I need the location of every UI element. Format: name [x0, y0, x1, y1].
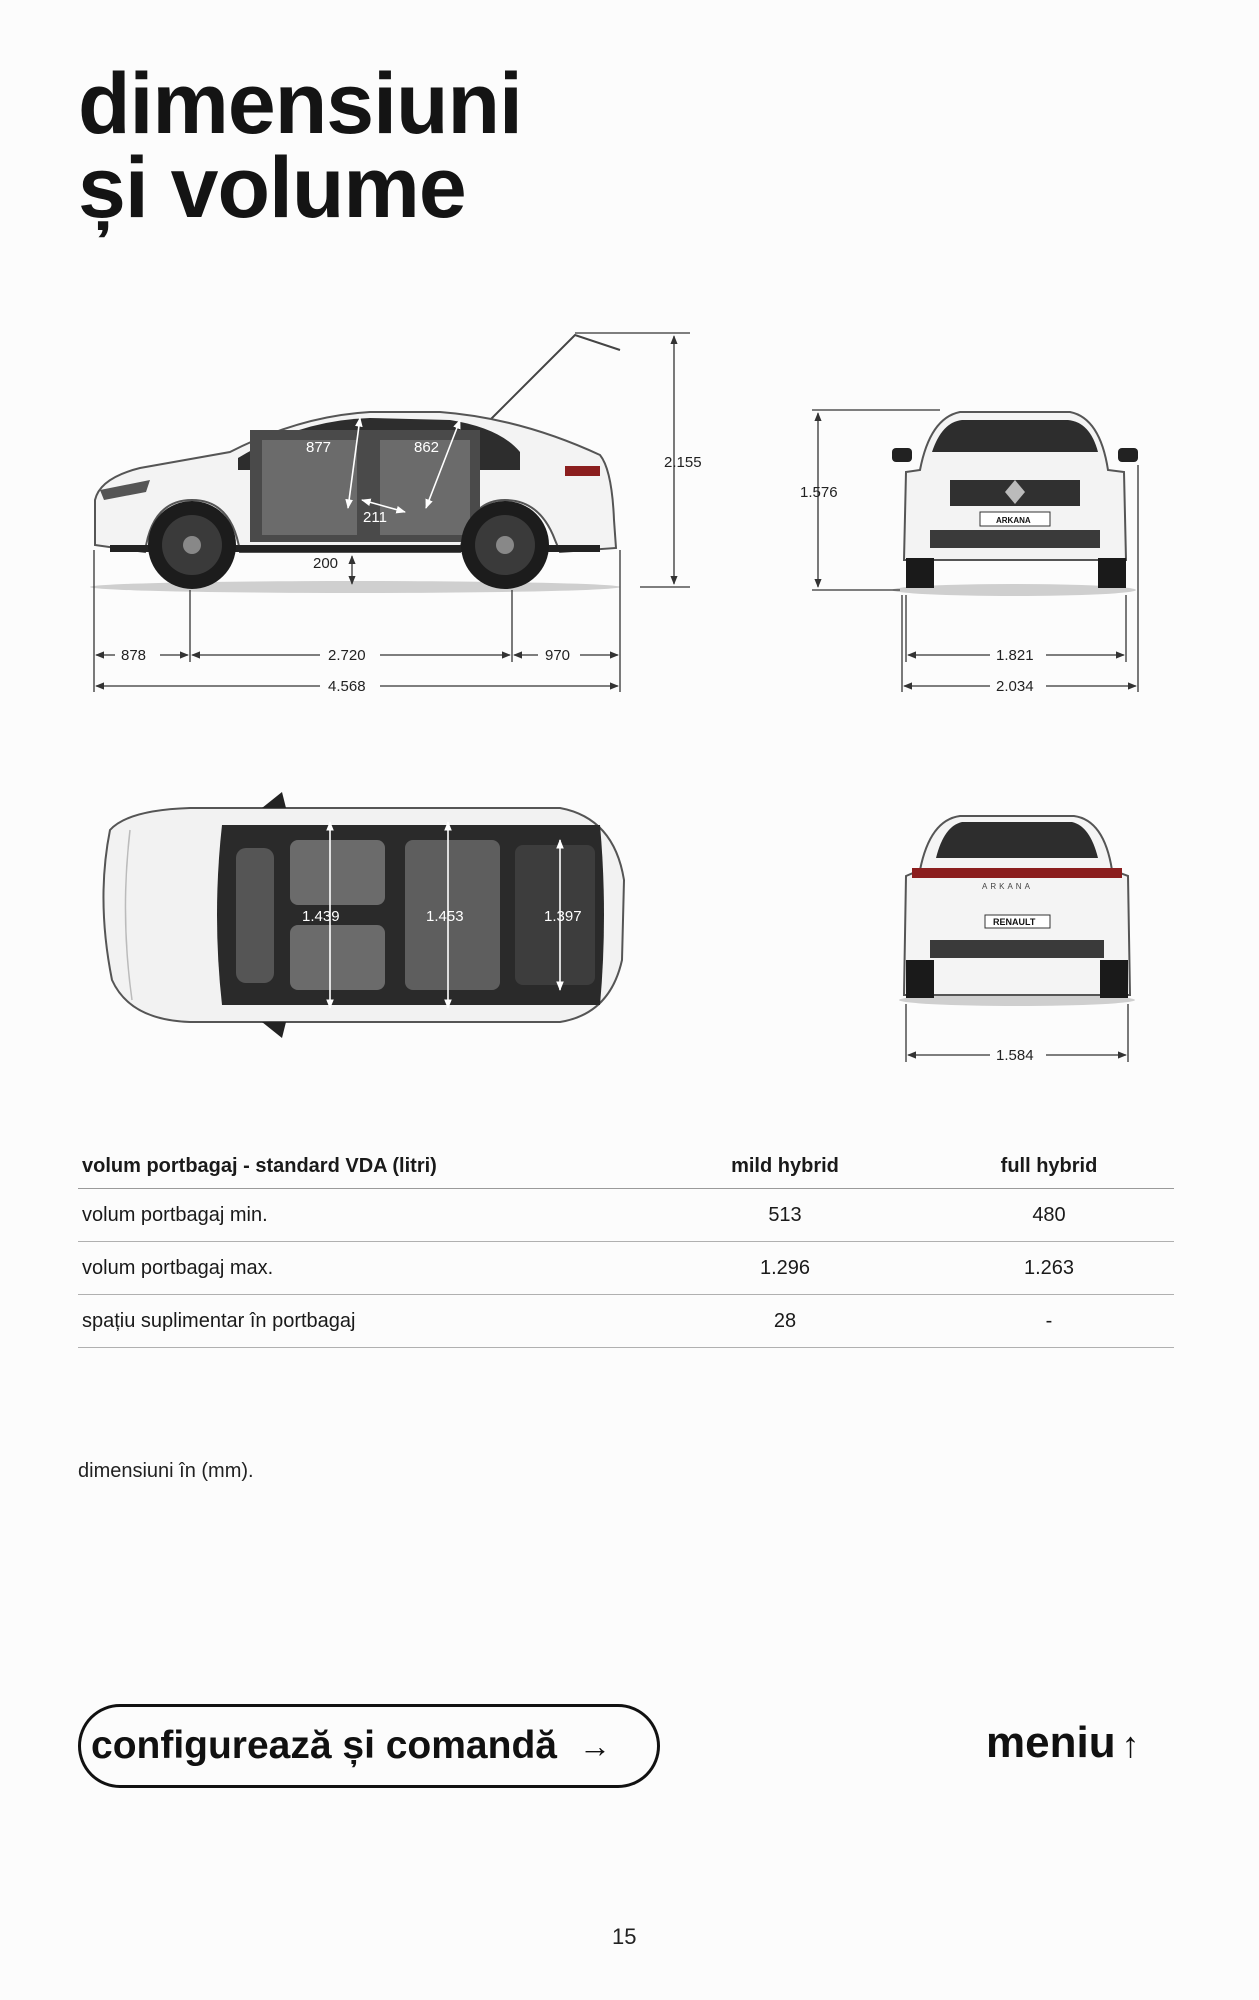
rear-overhang-label: 970	[545, 647, 571, 664]
trunk-volume-table	[78, 1144, 1174, 1348]
ground-clearance-label: 200	[313, 555, 339, 572]
rear-badge-text: RENAULT	[993, 917, 1036, 927]
table-cell: 28	[646, 1295, 924, 1348]
table-header-cell: mild hybrid	[646, 1144, 924, 1189]
page-title-line-1: dimensiuni	[78, 56, 522, 152]
side-view-car	[90, 335, 620, 593]
rear-view-car	[899, 816, 1135, 1006]
table-header-row	[78, 1144, 1174, 1189]
legroom-rear-label: 862	[414, 439, 440, 456]
page-title-line-2: și volume	[78, 140, 466, 236]
page-number: 15	[612, 1924, 637, 1949]
front-track-label: 1.821	[996, 647, 1034, 664]
arrow-right-icon: →	[578, 1727, 611, 1764]
table-row	[78, 1295, 1174, 1348]
table-cell: volum portbagaj min.	[78, 1189, 646, 1242]
table-row	[78, 1189, 1174, 1242]
table-header-cell: volum portbagaj - standard VDA (litri)	[78, 1144, 646, 1189]
rear-track-label: 1.584	[996, 1047, 1034, 1064]
height-tailgate-label: 2.155	[664, 454, 702, 471]
table-cell: 480	[924, 1189, 1174, 1242]
front-height-label: 1.576	[800, 484, 838, 501]
units-note: dimensiuni în (mm).	[78, 1460, 254, 1482]
length-label: 4.568	[328, 678, 366, 695]
table-cell: 1.263	[924, 1242, 1174, 1295]
legroom-front-label: 877	[306, 439, 332, 456]
configure-order-button[interactable]	[78, 1704, 660, 1788]
front-view-car	[892, 412, 1138, 596]
table-header-cell: full hybrid	[924, 1144, 1174, 1189]
trunk-width-label: 1.397	[544, 908, 582, 925]
configure-order-label: configurează și comandă	[91, 1724, 557, 1767]
elbow-width-rear-label: 1.453	[426, 908, 464, 925]
table-cell: 513	[646, 1189, 924, 1242]
seat-height-label: 211	[363, 509, 387, 526]
front-overhang-label: 878	[121, 647, 147, 664]
width-mirrors-label: 2.034	[996, 678, 1034, 695]
menu-link[interactable]	[986, 1718, 1140, 1768]
menu-label: meniu	[986, 1718, 1116, 1767]
table-cell: 1.296	[646, 1242, 924, 1295]
elbow-width-front-label: 1.439	[302, 908, 340, 925]
arrow-up-icon: ↑	[1121, 1724, 1140, 1765]
rear-model-lettering: ARKANA	[982, 882, 1033, 891]
wheelbase-label: 2.720	[328, 647, 366, 664]
table-cell: spațiu suplimentar în portbagaj	[78, 1295, 646, 1348]
table-cell: -	[924, 1295, 1174, 1348]
table-cell: volum portbagaj max.	[78, 1242, 646, 1295]
front-badge-text: ARKANA	[996, 516, 1031, 525]
table-row	[78, 1242, 1174, 1295]
